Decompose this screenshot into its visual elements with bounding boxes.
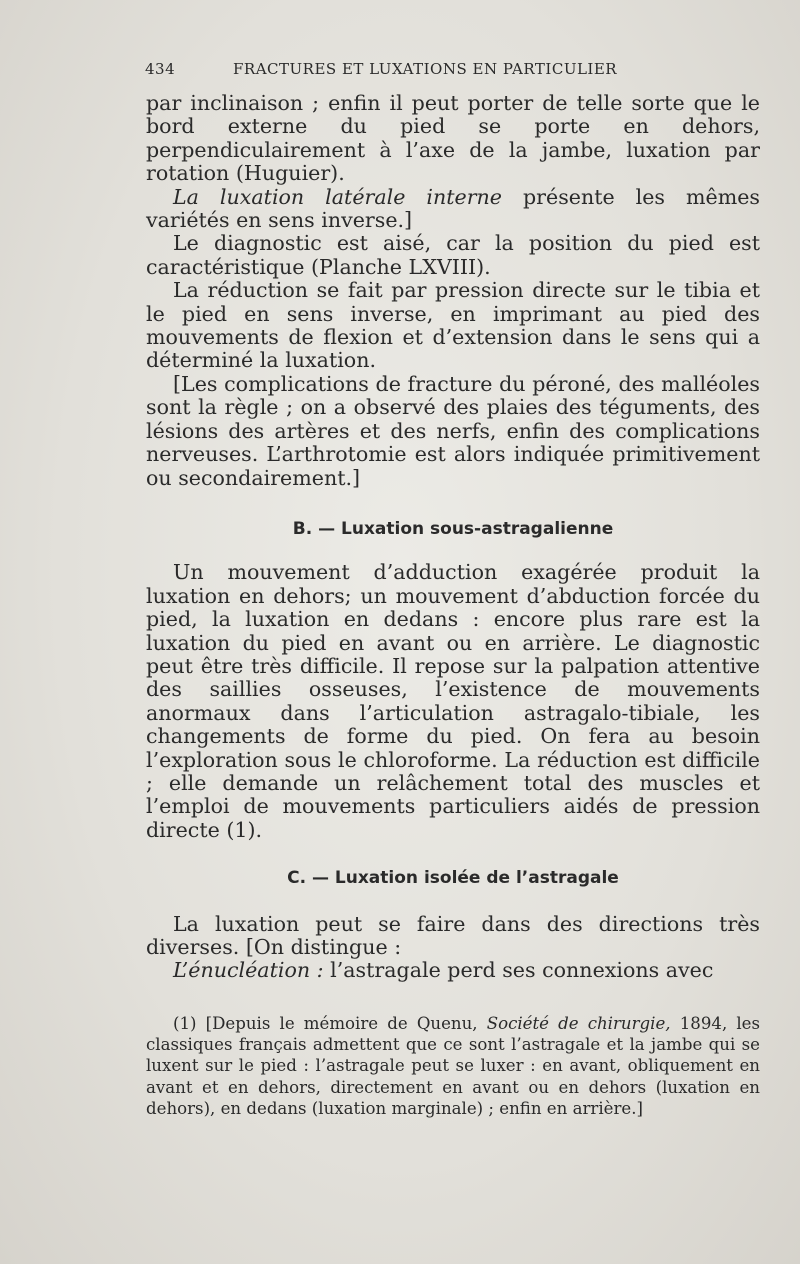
- footnote: [146, 1013, 760, 1119]
- paragraph: [Les complications de fracture du péroné, des malléoles sont la règle ; on a observé des plaies des téguments, des lésions des artères et des nerfs, enfin des complications nerveuses. L’arthrotomie est alors indiquée primitivement ou secondairement.]: [146, 371, 760, 490]
- section-heading-b: B. — Luxation sous-astragalienne: [292, 518, 614, 539]
- main-text: [146, 92, 760, 983]
- footnote-text: [146, 1013, 760, 1119]
- italic-term: L’énucléation :: [173, 958, 324, 983]
- paragraph: La réduction se fait par pression directe sur le tibia et le pied en sens inverse, en imprimant au pied des mouvements de flexion et d’extension dans le sens qui a déterminé la luxation.: [146, 278, 760, 373]
- paragraph: par inclinaison ; enfin il peut porter de telle sorte que le bord externe du pied se porte en dehors, perpendiculairement à l’axe de la jambe, luxation par rotation (Huguier).: [146, 91, 760, 186]
- running-title: FRACTURES ET LUXATIONS EN PARTICULIER: [233, 60, 618, 78]
- footnote-part: 1894, les classiques français admettent que ce sont l’astragale et la jambe qui se luxent sur le pied : l’astragale peut se luxer : en avant, obliquement en avant et en dehors, directement en avant ou en dehors (luxation en dehors), en dedans (luxation marginale) ; enfin en arrière.]: [146, 1014, 760, 1118]
- section-heading-c: C. — Luxation isolée de l’astragale: [287, 868, 619, 889]
- italic-term: La luxation latérale interne: [173, 184, 502, 209]
- paragraph: Le diagnostic est aisé, car la position du pied est caractéristique (Planche LXVIII).: [146, 231, 760, 279]
- paragraph-text: présente les mêmes variétés en sens inverse.]: [146, 184, 760, 233]
- footnote-italic: Société de chirurgie,: [486, 1014, 671, 1033]
- paragraph: Un mouvement d’adduction exagérée produit la luxation en dehors; un mouvement d’abduction forcée du pied, la luxation en dedans : encore plus rare est la luxation du pied en avant ou en arrière. Le diagnostic peut être très difficile. Il repose sur la palpation attentive des saillies osseuses, l’existence de mouvements anormaux dans l’articulation astragalo-tibiale, les changements de forme du pied. On fera au besoin l’exploration sous le chloroforme. La réduction est difficile ; elle demande un relâchement total des muscles et l’emploi de mouvements particuliers aidés de pression directe (1).: [146, 560, 760, 842]
- paragraph: [146, 959, 760, 982]
- paragraph: [146, 186, 760, 233]
- paragraph-text: l’astragale perd ses connexions avec: [323, 958, 714, 983]
- paragraph: La luxation peut se faire dans des directions très diverses. [On distingue :: [146, 911, 760, 959]
- page-number: 434: [145, 60, 176, 78]
- footnote-part: (1) [Depuis le mémoire de Quenu,: [173, 1014, 487, 1033]
